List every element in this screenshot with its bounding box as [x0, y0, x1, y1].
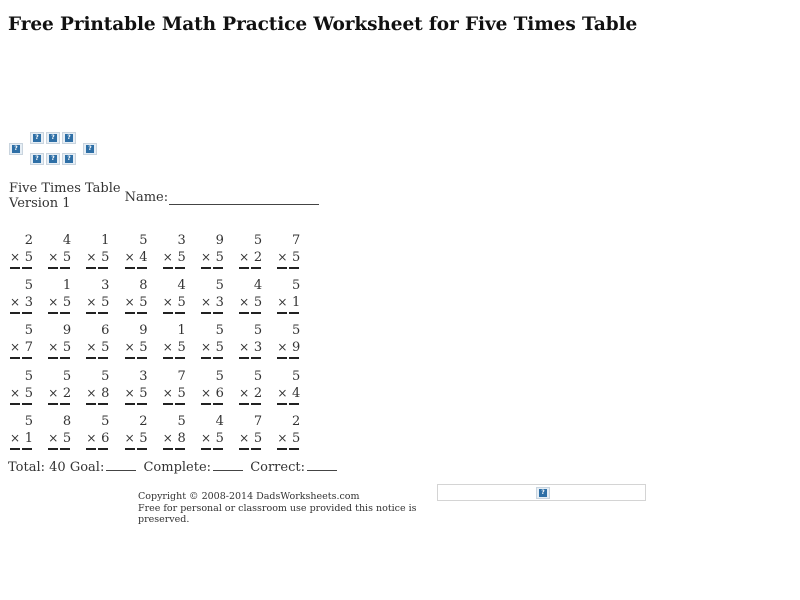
problem-bottom-number: 3: [253, 340, 263, 356]
math-problem: [237, 413, 263, 458]
answer-line: [199, 448, 225, 450]
problem-bottom-number: 5: [139, 385, 148, 401]
answer-line: [161, 312, 187, 314]
problem-bottom-number: 5: [101, 250, 110, 265]
answer-line: [123, 403, 149, 405]
math-problem: [199, 322, 225, 367]
math-problem: [199, 368, 225, 413]
math-problem: [8, 368, 34, 413]
math-problem: [123, 368, 149, 413]
answer-line: [46, 448, 72, 450]
math-problem: [237, 277, 263, 322]
problem-top-number: 4: [177, 278, 186, 294]
answer-line: [161, 403, 187, 405]
multiply-operator: ×: [277, 430, 288, 445]
multiply-operator: ×: [124, 385, 135, 400]
problem-top-number: 9: [215, 233, 224, 248]
broken-image-icon[interactable]: ?: [62, 153, 76, 165]
problem-bottom-row: [46, 294, 72, 311]
name-blank-line: [169, 192, 319, 205]
problem-bottom-row: [275, 339, 301, 356]
problem-bottom-number: 5: [62, 295, 72, 311]
problem-bottom-number: 5: [253, 430, 263, 446]
math-problem: [199, 232, 225, 277]
multiply-operator: ×: [86, 340, 97, 355]
copyright-notice: [138, 491, 428, 526]
multiply-operator: ×: [239, 385, 250, 400]
multiply-operator: ×: [86, 385, 97, 400]
answer-line: [123, 448, 149, 450]
multiply-operator: ×: [86, 430, 97, 445]
problem-top-number: 5: [101, 413, 110, 429]
math-problem: [84, 232, 110, 277]
problem-bottom-number: 2: [62, 385, 72, 401]
math-problem: [161, 368, 187, 413]
problem-bottom-number: 5: [215, 250, 224, 265]
math-problem: [199, 277, 225, 322]
problem-top-number: 5: [253, 233, 263, 248]
problem-bottom-number: 5: [177, 340, 186, 356]
problem-top-number: 5: [292, 278, 301, 294]
problem-top-number: 3: [139, 368, 148, 384]
problem-bottom-number: 7: [24, 340, 33, 356]
problem-top-number: 2: [292, 413, 301, 429]
multiply-operator: ×: [10, 295, 21, 310]
multiply-operator: ×: [277, 340, 288, 355]
answer-line: [237, 357, 263, 359]
multiply-operator: ×: [239, 295, 250, 310]
problem-bottom-number: 2: [253, 250, 263, 265]
problem-bottom-row: [275, 430, 301, 447]
multiply-operator: ×: [48, 295, 59, 310]
answer-line: [84, 357, 110, 359]
math-problem: [123, 232, 149, 277]
problem-top-number: 5: [101, 368, 110, 384]
multiply-operator: ×: [86, 250, 97, 264]
math-problem: [8, 277, 34, 322]
answer-line: [8, 312, 34, 314]
answer-line: [199, 357, 225, 359]
problem-bottom-row: [161, 249, 187, 266]
answer-line: [46, 267, 72, 269]
answer-line: [123, 267, 149, 269]
problem-bottom-row: [46, 339, 72, 356]
broken-image-icon[interactable]: ?: [30, 153, 44, 165]
worksheet-title-line2: Version 1: [9, 196, 71, 211]
answer-line: [161, 357, 187, 359]
answer-line: [237, 312, 263, 314]
answer-line: [8, 357, 34, 359]
problem-bottom-row: [161, 294, 187, 311]
math-problem: [161, 413, 187, 458]
math-problem: [275, 413, 301, 458]
problem-top-number: 5: [253, 368, 263, 384]
broken-image-icon[interactable]: ?: [30, 132, 44, 144]
problem-bottom-number: 6: [101, 430, 110, 446]
problem-bottom-row: [123, 339, 149, 356]
math-problem: [8, 413, 34, 458]
problem-bottom-number: 5: [62, 430, 72, 446]
answer-line: [84, 448, 110, 450]
math-problem: [46, 368, 72, 413]
problem-bottom-row: [84, 294, 110, 311]
multiply-operator: ×: [124, 430, 135, 445]
math-problem: [84, 277, 110, 322]
problem-top-number: 6: [101, 323, 110, 339]
problem-bottom-number: 5: [139, 430, 148, 446]
multiply-operator: ×: [48, 430, 59, 445]
problem-bottom-number: 3: [24, 295, 33, 311]
problem-top-number: 9: [139, 323, 148, 339]
goal-label: Goal:: [69, 460, 105, 475]
answer-line: [275, 357, 301, 359]
problem-top-number: 7: [253, 413, 263, 429]
problem-bottom-number: 5: [101, 295, 110, 311]
answer-line: [84, 403, 110, 405]
problem-bottom-number: 2: [253, 385, 263, 401]
answer-line: [46, 357, 72, 359]
problem-top-number: 1: [177, 323, 186, 339]
problem-top-number: 8: [62, 413, 72, 429]
problem-bottom-row: [46, 249, 72, 266]
answer-line: [8, 403, 34, 405]
problem-bottom-number: 5: [62, 340, 72, 356]
problem-bottom-number: 5: [177, 250, 186, 265]
problem-bottom-number: 4: [292, 385, 301, 401]
problem-bottom-row: [123, 249, 149, 266]
math-problem: [84, 413, 110, 458]
worksheet-title: [9, 181, 121, 211]
problem-bottom-number: 5: [24, 385, 33, 401]
problem-bottom-number: 5: [101, 340, 110, 356]
multiply-operator: ×: [10, 385, 21, 400]
problem-bottom-row: [237, 430, 263, 447]
answer-line: [123, 312, 149, 314]
answer-line: [275, 403, 301, 405]
multiply-operator: ×: [200, 430, 211, 445]
problem-top-number: 5: [24, 368, 33, 384]
name-label: Name:: [124, 189, 169, 205]
problem-top-number: 4: [253, 278, 263, 294]
multiply-operator: ×: [48, 385, 59, 400]
problem-bottom-row: [199, 430, 225, 447]
problem-bottom-row: [199, 385, 225, 402]
problem-top-number: 8: [139, 278, 148, 294]
problem-top-number: 2: [24, 233, 33, 248]
answer-line: [275, 267, 301, 269]
multiply-operator: ×: [239, 250, 250, 264]
multiply-operator: ×: [162, 250, 173, 264]
multiply-operator: ×: [48, 340, 59, 355]
broken-image-icon[interactable]: ?: [62, 132, 76, 144]
problem-bottom-number: 5: [177, 385, 186, 401]
problem-bottom-number: 1: [292, 295, 301, 311]
problem-bottom-row: [84, 249, 110, 266]
multiply-operator: ×: [200, 340, 211, 355]
multiply-operator: ×: [10, 340, 21, 355]
worksheet-header: [9, 181, 319, 211]
problem-bottom-row: [123, 430, 149, 447]
multiply-operator: ×: [200, 385, 211, 400]
totals-row: [8, 459, 340, 475]
problem-bottom-number: 5: [215, 430, 224, 446]
answer-line: [275, 312, 301, 314]
multiply-operator: ×: [124, 250, 135, 264]
broken-image-icon[interactable]: ?: [46, 153, 60, 165]
problem-bottom-row: [237, 249, 263, 266]
multiply-operator: ×: [124, 340, 135, 355]
math-problem: [275, 322, 301, 367]
problem-bottom-number: 5: [139, 295, 148, 311]
multiply-operator: ×: [200, 250, 211, 264]
problem-bottom-number: 4: [139, 250, 148, 265]
problem-bottom-number: 5: [253, 295, 263, 311]
problem-bottom-row: [237, 385, 263, 402]
multiply-operator: ×: [239, 430, 250, 445]
problem-bottom-row: [8, 339, 34, 356]
goal-blank: [106, 459, 136, 471]
multiply-operator: ×: [277, 385, 288, 400]
math-problem: [84, 368, 110, 413]
problem-bottom-row: [161, 339, 187, 356]
problem-top-number: 4: [62, 233, 72, 248]
problem-grid: [8, 232, 314, 458]
problem-bottom-row: [199, 339, 225, 356]
problem-top-number: 5: [24, 413, 33, 429]
broken-image-icon[interactable]: ?: [83, 143, 97, 155]
problem-top-number: 7: [292, 233, 301, 248]
multiply-operator: ×: [162, 385, 173, 400]
answer-line: [275, 448, 301, 450]
answer-line: [46, 403, 72, 405]
copyright-line1: Copyright © 2008-2014 DadsWorksheets.com: [138, 491, 360, 502]
problem-bottom-row: [275, 294, 301, 311]
problem-bottom-row: [46, 430, 72, 447]
problem-top-number: 5: [24, 323, 33, 339]
problem-bottom-number: 5: [292, 430, 301, 446]
problem-bottom-row: [199, 294, 225, 311]
name-field: [125, 190, 320, 205]
problem-bottom-row: [46, 385, 72, 402]
problem-top-number: 1: [62, 278, 72, 294]
answer-line: [199, 403, 225, 405]
problem-top-number: 7: [177, 368, 186, 384]
problem-bottom-row: [123, 294, 149, 311]
problem-top-number: 5: [24, 278, 33, 294]
problem-bottom-number: 8: [101, 385, 110, 401]
problem-bottom-number: 5: [139, 340, 148, 356]
answer-line: [237, 267, 263, 269]
problem-bottom-row: [275, 385, 301, 402]
multiply-operator: ×: [10, 250, 21, 264]
answer-line: [123, 357, 149, 359]
problem-bottom-number: 5: [62, 250, 72, 265]
problem-bottom-number: 5: [177, 295, 186, 311]
page-title: Free Printable Math Practice Worksheet for Five Times Table: [8, 14, 638, 35]
math-problem: [237, 232, 263, 277]
total-label: Total: 40: [8, 460, 66, 475]
answer-line: [84, 267, 110, 269]
problem-bottom-number: 3: [215, 295, 224, 311]
math-problem: [46, 277, 72, 322]
broken-image-icon[interactable]: ?: [536, 487, 550, 499]
multiply-operator: ×: [48, 250, 59, 264]
problem-bottom-number: 5: [215, 340, 224, 356]
math-problem: [123, 277, 149, 322]
problem-bottom-row: [8, 294, 34, 311]
problem-top-number: 5: [139, 233, 148, 248]
answer-line: [84, 312, 110, 314]
math-problem: [46, 232, 72, 277]
answer-line: [161, 448, 187, 450]
problem-bottom-number: 5: [292, 250, 301, 265]
math-problem: [275, 368, 301, 413]
correct-blank: [307, 459, 337, 471]
problem-bottom-row: [237, 294, 263, 311]
problem-bottom-number: 6: [215, 385, 224, 401]
math-problem: [237, 368, 263, 413]
math-problem: [275, 232, 301, 277]
problem-top-number: 2: [139, 413, 148, 429]
problem-top-number: 5: [215, 323, 224, 339]
math-problem: [275, 277, 301, 322]
multiply-operator: ×: [10, 430, 21, 445]
math-problem: [161, 322, 187, 367]
answer-line: [237, 448, 263, 450]
problem-bottom-row: [161, 385, 187, 402]
problem-top-number: 5: [292, 368, 301, 384]
worksheet-title-line1: Five Times Table: [9, 181, 121, 196]
math-problem: [161, 277, 187, 322]
multiply-operator: ×: [200, 295, 211, 310]
copyright-line2: Free for personal or classroom use provided this notice is preserved.: [138, 502, 417, 525]
problem-bottom-row: [84, 430, 110, 447]
problem-bottom-number: 9: [292, 340, 301, 356]
complete-label: Complete:: [143, 460, 212, 475]
problem-bottom-row: [275, 249, 301, 266]
problem-bottom-number: 5: [24, 250, 33, 265]
answer-line: [46, 312, 72, 314]
multiply-operator: ×: [277, 250, 288, 264]
math-problem: [123, 413, 149, 458]
problem-bottom-row: [199, 249, 225, 266]
math-problem: [46, 413, 72, 458]
multiply-operator: ×: [124, 295, 135, 310]
problem-top-number: 5: [253, 323, 263, 339]
math-problem: [8, 232, 34, 277]
correct-label: Correct:: [250, 460, 305, 475]
problem-top-number: 5: [62, 368, 72, 384]
problem-top-number: 5: [215, 278, 224, 294]
answer-line: [199, 312, 225, 314]
problem-top-number: 4: [215, 413, 224, 429]
answer-line: [8, 267, 34, 269]
problem-bottom-row: [84, 385, 110, 402]
problem-bottom-row: [8, 430, 34, 447]
math-problem: [123, 322, 149, 367]
problem-bottom-row: [84, 339, 110, 356]
multiply-operator: ×: [86, 295, 97, 310]
complete-blank: [213, 459, 243, 471]
broken-image-icon[interactable]: ?: [46, 132, 60, 144]
problem-top-number: 5: [177, 413, 186, 429]
answer-line: [237, 403, 263, 405]
problem-top-number: 5: [292, 323, 301, 339]
broken-image-icon[interactable]: ?: [9, 143, 23, 155]
problem-bottom-row: [123, 385, 149, 402]
problem-top-number: 5: [215, 368, 224, 384]
problem-top-number: 9: [62, 323, 72, 339]
math-problem: [199, 413, 225, 458]
multiply-operator: ×: [162, 340, 173, 355]
problem-top-number: 1: [101, 233, 110, 248]
answer-line: [199, 267, 225, 269]
problem-bottom-number: 8: [177, 430, 186, 446]
math-problem: [84, 322, 110, 367]
problem-top-number: 3: [177, 233, 186, 248]
answer-line: [161, 267, 187, 269]
math-problem: [8, 322, 34, 367]
problem-top-number: 3: [101, 278, 110, 294]
problem-bottom-row: [237, 339, 263, 356]
math-problem: [46, 322, 72, 367]
footer-image-box[interactable]: [437, 484, 646, 501]
problem-bottom-number: 1: [24, 430, 33, 446]
problem-bottom-row: [8, 385, 34, 402]
math-problem: [237, 322, 263, 367]
multiply-operator: ×: [277, 295, 288, 310]
problem-bottom-row: [161, 430, 187, 447]
math-problem: [161, 232, 187, 277]
problem-bottom-row: [8, 249, 34, 266]
multiply-operator: ×: [162, 430, 173, 445]
multiply-operator: ×: [162, 295, 173, 310]
answer-line: [8, 448, 34, 450]
multiply-operator: ×: [239, 340, 250, 355]
